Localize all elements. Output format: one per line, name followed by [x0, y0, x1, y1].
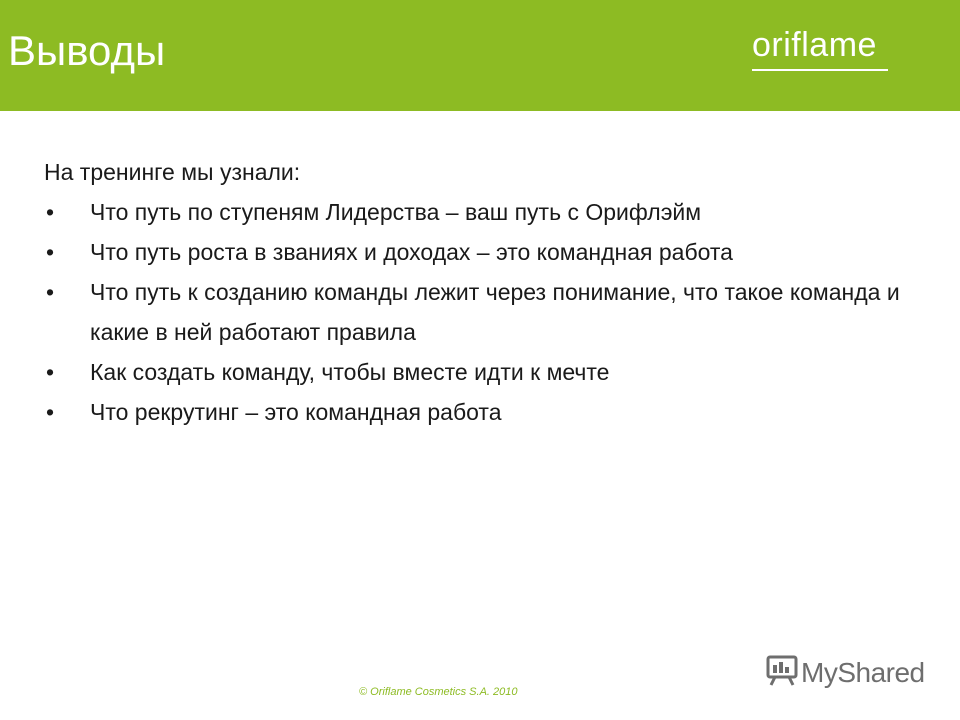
list-item — [44, 392, 924, 432]
watermark-text: MyShared — [801, 657, 925, 688]
list-item — [44, 272, 924, 352]
bullet-text: Что путь роста в званиях и доходах – это командная работа — [90, 239, 733, 265]
bullet-icon: • — [46, 359, 55, 385]
bullet-icon: • — [46, 239, 55, 265]
bullet-text: Что путь по ступеням Лидерства – ваш путь с Орифлэйм — [90, 199, 702, 225]
presentation-board-icon — [765, 655, 801, 692]
intro-text: На тренинге мы узнали: — [44, 159, 301, 185]
oriflame-logo — [752, 28, 888, 76]
copyright-footer: © Oriflame Cosmetics S.A. 2010 — [359, 686, 518, 698]
bullet-icon: • — [46, 399, 55, 425]
bullet-list — [44, 192, 924, 432]
header-bar — [0, 0, 960, 111]
list-item — [44, 232, 924, 272]
bullet-icon: • — [46, 279, 55, 305]
list-item — [44, 192, 924, 232]
logo-underline — [752, 69, 888, 71]
logo-text: oriflame — [752, 26, 877, 64]
myshared-watermark — [765, 655, 925, 691]
bullet-text: Что путь к созданию команды лежит через понимание, что такое команда и какие в ней работают правила — [90, 279, 900, 345]
bullet-text: Как создать команду, чтобы вместе идти к мечте — [90, 359, 610, 385]
slide-content — [44, 152, 924, 432]
list-item — [44, 352, 924, 392]
bullet-text: Что рекрутинг – это командная работа — [90, 399, 502, 425]
bullet-icon: • — [46, 199, 55, 225]
slide-title: Выводы — [8, 27, 166, 74]
